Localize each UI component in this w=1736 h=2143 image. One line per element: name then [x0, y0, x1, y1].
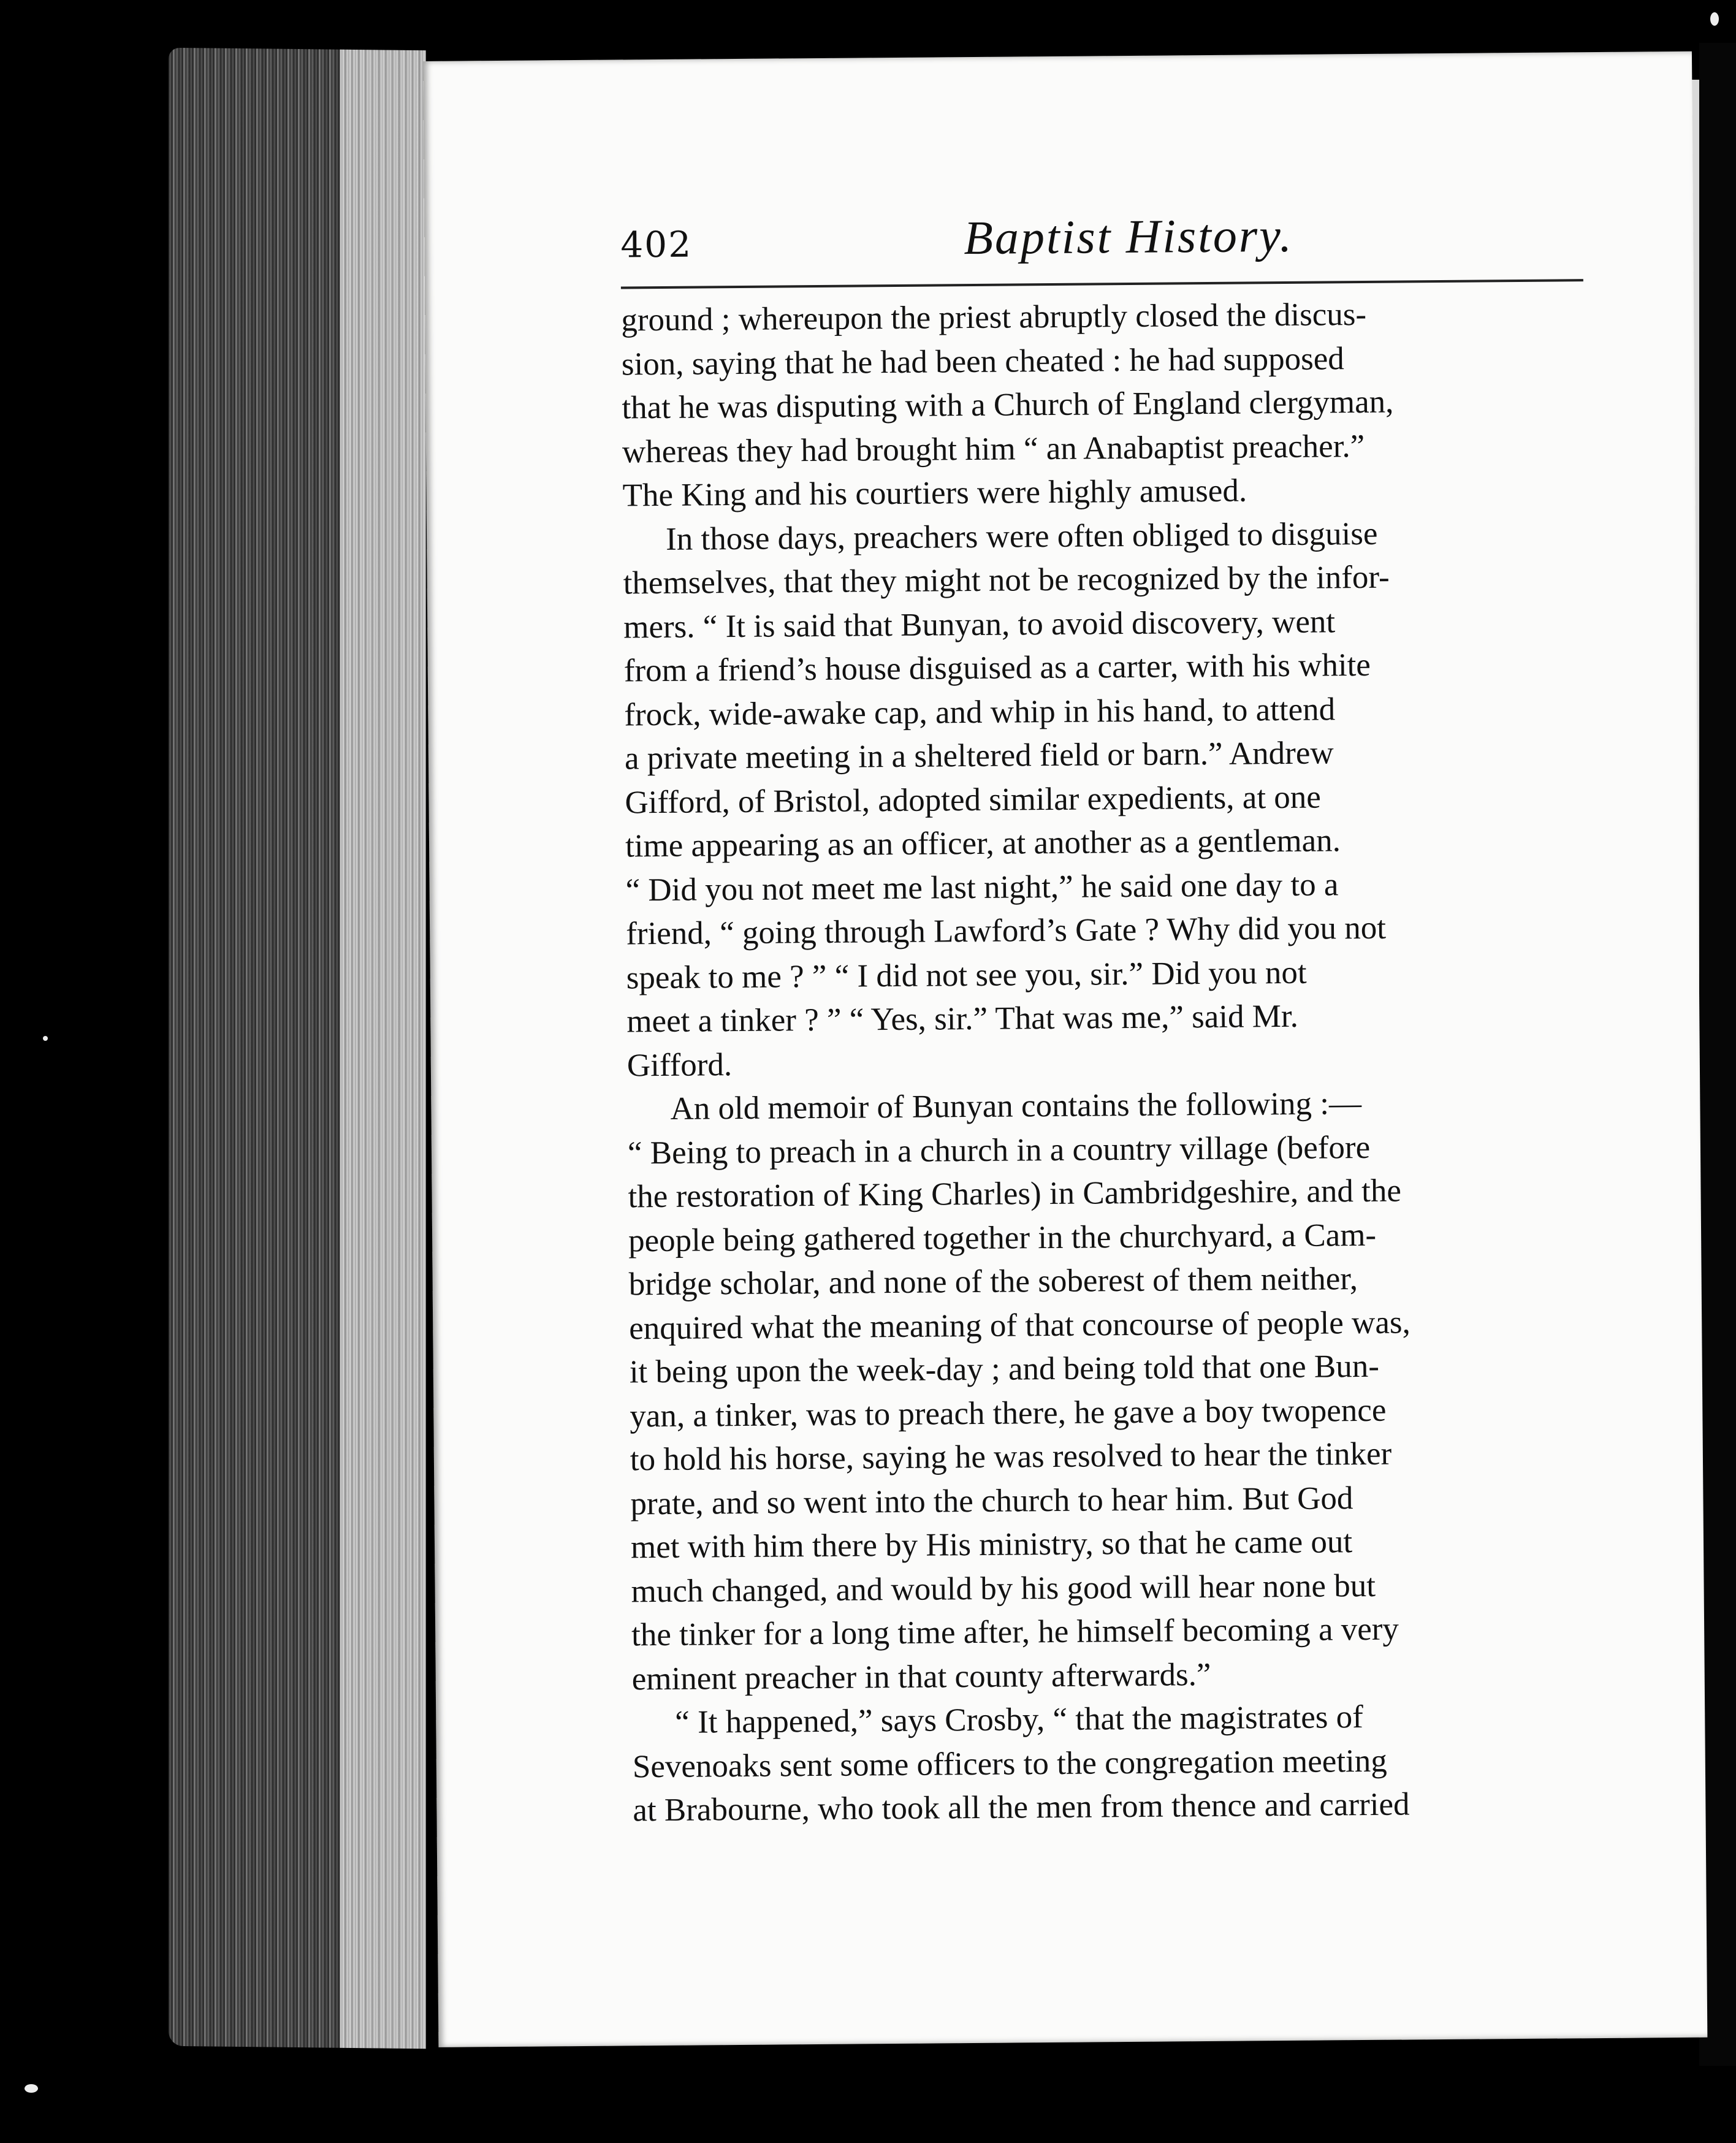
paragraph: ground ; whereupon the priest abruptly closed the discus- sion, saying that he had been cheated : he had supposed that he was disputing with a Church of England clergyman, whereas they had brought him “ an Anabaptist preacher.” The King and his courtiers were highly amused.	[621, 296, 1394, 514]
running-head	[620, 205, 1663, 305]
scan-speck	[25, 2084, 38, 2093]
scan-speck	[1710, 12, 1719, 26]
book-page	[423, 51, 1707, 2047]
scan-speck	[43, 1036, 48, 1041]
paragraph: In those days, preachers were often obliged to disguise themselves, that they might not be recognized by the infor- mers. “ It is said that Bunyan, to avoid discovery, went from a friend’s house disguised as a carter, with his white frock, wide-awake cap, and whip in his hand, to attend a private meeting in a sheltered field or barn.” Andrew Gifford, of Bristol, adopted similar expedients, at one time appearing as an officer, at another as a gentleman. “ Did you not meet me last night,” he said one day to a friend, “ going through Lawford’s Gate ? Why did you not speak to me ? ” “ I did not see you, sir.” Did you not meet a tinker ? ” “ Yes, sir.” That was me,” said Mr. Gifford.	[623, 516, 1390, 1083]
paragraph: “ It happened,” says Crosby, “ that the magistrates of Sevenoaks sent some officers to the congregation meeting at Brabourne, who took all the men from thence and carried	[632, 1699, 1410, 1829]
running-title: Baptist History.	[963, 208, 1294, 265]
book-page-edges	[169, 48, 426, 2049]
body-text	[621, 291, 1596, 1833]
page-number: 402	[620, 223, 693, 266]
paragraph: An old memoir of Bunyan contains the following :— “ Being to preach in a church in a country village (before the restoration of King Charles) in Cambridgeshire, and the people being gathered together in the churchyard, a Cam- bridge scholar, and none of the soberest of them neither, enquired what the meaning of that concourse of people was, it being upon the week-day ; and being told that one Bun- yan, a tinker, was to preach there, he gave a boy twopence to hold his horse, saying he was resolved to hear the tinker prate, and so went into the church to hear him. But God met with him there by His ministry, so that he came out much changed, and would by his good will hear none but the tinker for a long time after, he himself becoming a very eminent preacher in that county afterwards.”	[627, 1086, 1410, 1697]
